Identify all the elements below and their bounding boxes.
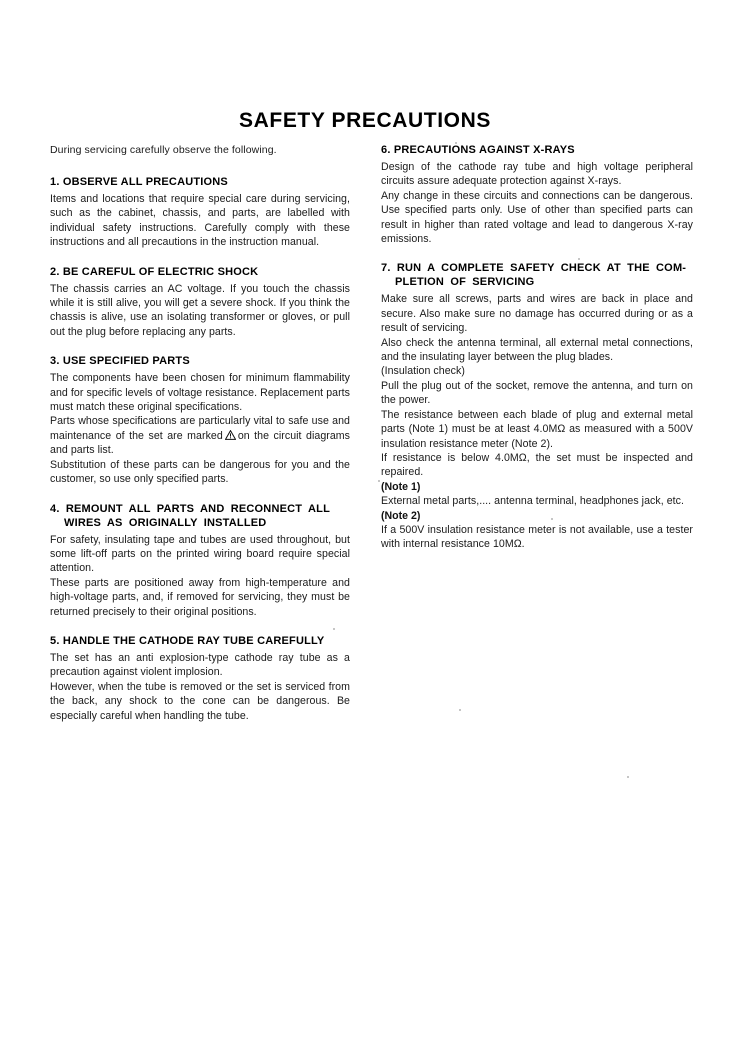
section-paragraph: However, when the tube is removed or the set is serviced from the back, any shock to the cone can be dangerous. Be especially careful when handling the tube. — [50, 680, 350, 722]
section-use-specified-parts — [50, 354, 350, 486]
section-paragraph: Items and locations that require special care during servicing, such as the cabinet, chassis, and parts, are labelled with individual safety instructions. Carefully comply with these instructions and all precautions in the instruction manual. — [50, 193, 350, 249]
warning-triangle-icon — [225, 430, 236, 440]
insulation-check-paragraph: If resistance is below 4.0MΩ, the set must be inspected and repaired. — [381, 451, 693, 479]
insulation-check-label: (Insulation check) — [381, 365, 465, 378]
section-electric-shock — [50, 265, 350, 340]
section-paragraph: Any change in these circuits and connections can be dangerous. Use specified parts only. Use of other than specified parts can result in higher than rated voltage and lead to dangerous X-ray emissions. — [381, 189, 693, 246]
right-column — [381, 143, 693, 567]
section-heading: 5. HANDLE THE CATHODE RAY TUBE CAREFULLY — [50, 634, 325, 647]
scan-artifact — [455, 142, 457, 144]
section-paragraph: Substitution of these parts can be dangerous for you and the customer, so use only specified parts. — [50, 458, 350, 486]
section-paragraph: The set has an anti explosion-type cathode ray tube as a precaution against violent implosion. — [50, 651, 350, 679]
section-heading: 6. PRECAUTIONS AGAINST X-RAYS — [381, 144, 575, 156]
section-paragraph: Design of the cathode ray tube and high voltage peripheral circuits assure adequate protection against X-rays. — [381, 161, 693, 188]
section-paragraph: Also check the antenna terminal, all external metal connections, and the insulating layer between the plug blades. — [381, 336, 693, 364]
section-paragraph: The components have been chosen for minimum flammability and for specific levels of voltage resistance. Replacement parts must match these original specifications. — [50, 372, 350, 414]
scan-artifact — [551, 518, 553, 520]
heading-line-1: 7. RUN A COMPLETE SAFETY CHECK AT THE COM- — [381, 262, 687, 275]
section-paragraph: These parts are positioned away from high-temperature and high-voltage parts, and, if removed for servicing, they must be returned precisely to their original positions. — [50, 576, 350, 618]
heading-line-2: WIRES AS ORIGINALLY INSTALLED — [64, 516, 267, 529]
paragraph-text-after-symbol: on the circuit diagrams and parts list. — [50, 429, 351, 457]
section-observe-all-precautions — [50, 175, 350, 250]
section-heading: 2. BE CAREFUL OF ELECTRIC SHOCK — [50, 265, 259, 278]
insulation-check-paragraph: Pull the plug out of the socket, remove the antenna, and turn on the power. — [381, 379, 693, 407]
section-paragraph: For safety, insulating tape and tubes are used throughout, but some lift-off parts on the printed wiring board require special attention. — [50, 533, 350, 575]
section-paragraph-with-symbol — [50, 414, 350, 457]
note-1-label: (Note 1) — [381, 480, 421, 493]
note-1-text: External metal parts,.... antenna terminal, headphones jack, etc. — [381, 495, 684, 508]
note-2-text: If a 500V insulation resistance meter is not available, use a tester with internal resistance 10MΩ. — [381, 523, 693, 551]
section-heading — [50, 502, 350, 530]
scan-artifact — [459, 709, 461, 711]
heading-line-2: PLETION OF SERVICING — [395, 276, 535, 289]
heading-line-1: 4. REMOUNT ALL PARTS AND RECONNECT ALL — [50, 502, 331, 515]
scan-artifact — [578, 258, 580, 260]
paragraph-text-before-symbol: Parts whose specifications are particularly vital to safe use and maintenance of the set are marked — [50, 415, 350, 442]
scan-artifact — [378, 480, 380, 482]
section-heading: 3. USE SPECIFIED PARTS — [50, 355, 190, 368]
section-precautions-against-xrays — [381, 143, 693, 246]
section-paragraph: The chassis carries an AC voltage. If you touch the chassis while it is still alive, you will get a severe shock. If you think the chassis is alive, use an isolating transformer or gloves, or pull out the plug before replacing any parts. — [50, 282, 350, 338]
left-column — [50, 143, 350, 738]
section-cathode-ray-tube — [50, 634, 350, 723]
insulation-check-paragraph: The resistance between each blade of plug and external metal parts (Note 1) must be at least 4.0MΩ as measured with a 500V insulation resistance meter (Note 2). — [381, 408, 693, 450]
section-paragraph: Make sure all screws, parts and wires are back in place and secure. Also make sure no damage has occurred during or as a result of servicing. — [381, 293, 693, 335]
section-heading — [381, 261, 693, 289]
section-remount-all-parts — [50, 502, 350, 619]
scan-artifact — [627, 776, 629, 778]
intro-text: During servicing carefully observe the following. — [50, 144, 277, 156]
section-complete-safety-check — [381, 261, 693, 551]
section-heading: 1. OBSERVE ALL PRECAUTIONS — [50, 176, 228, 188]
page-title: SAFETY PRECAUTIONS — [239, 109, 491, 132]
scan-artifact — [333, 628, 335, 630]
note-2-label: (Note 2) — [381, 509, 421, 522]
